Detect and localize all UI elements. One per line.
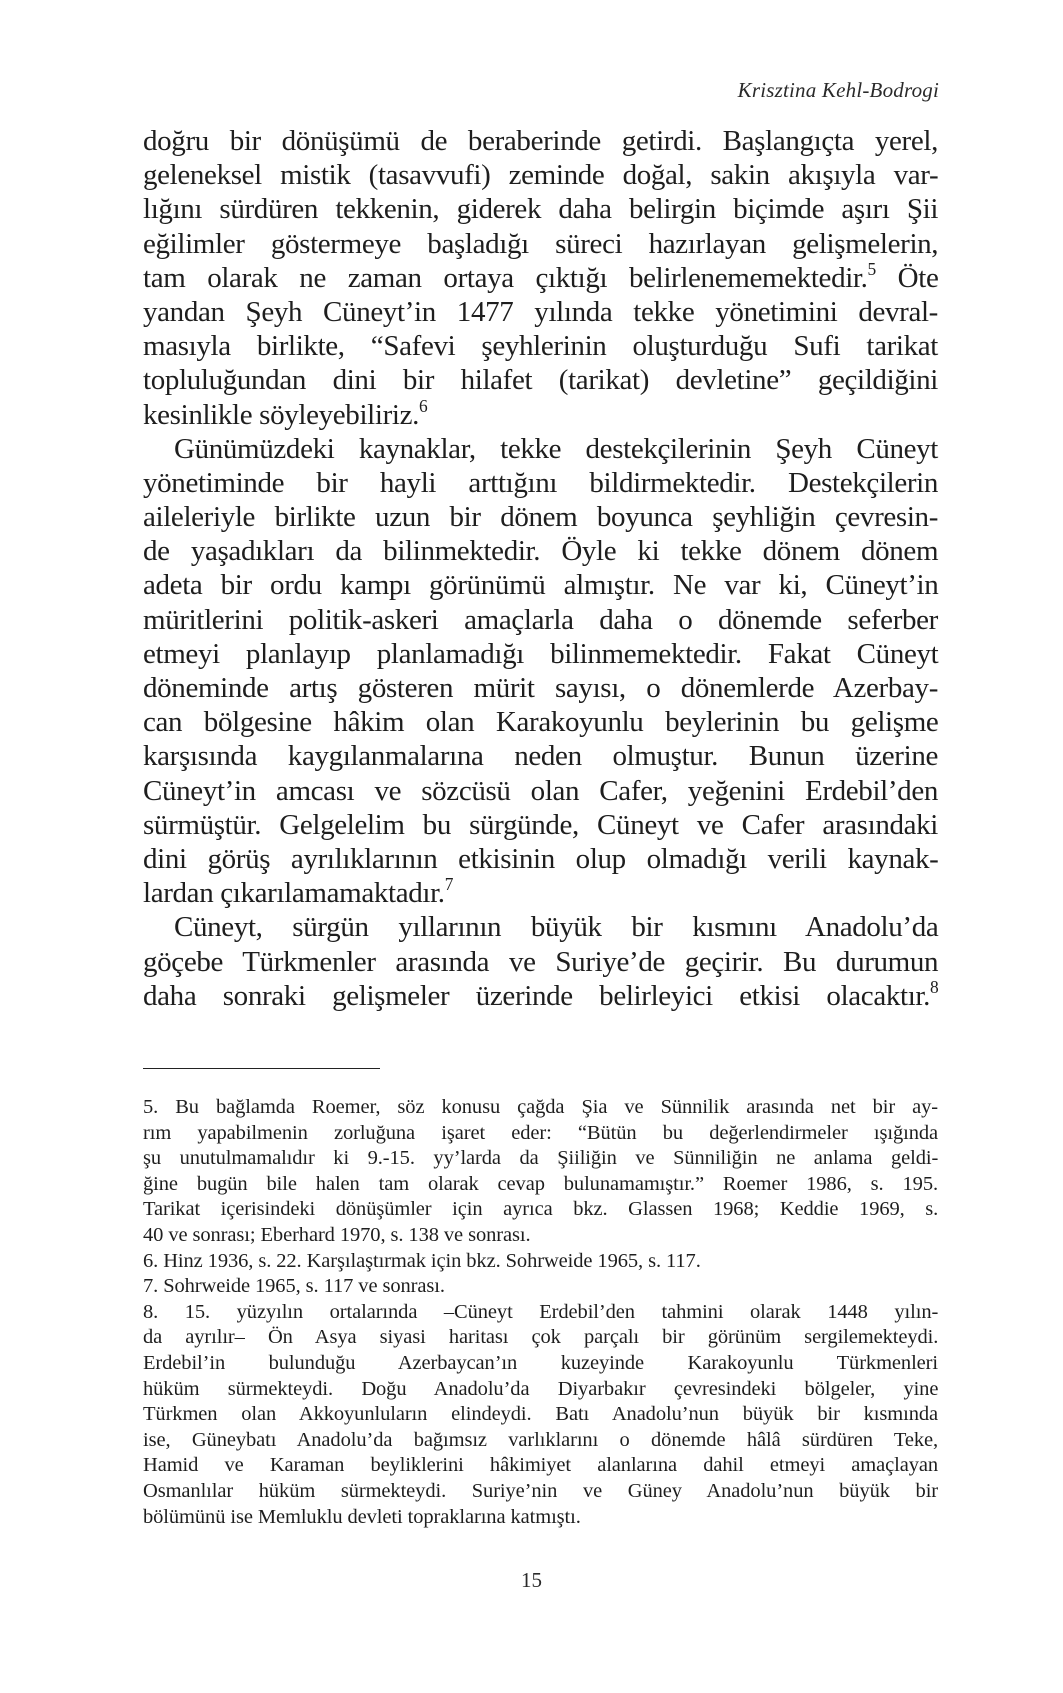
body-line — [143, 568, 938, 602]
footnote-reference[interactable]: 8 — [930, 976, 939, 997]
body-line-text: geleneksel mistik (tasavvufi) zeminde doğal, sakin akışıyla var- — [143, 159, 939, 192]
footnote-line: hüküm sürmekteydi. Doğu Anadolu’da Diyarbakır çevresindeki bölgeler, yine — [143, 1377, 939, 1400]
body-line-text: doğru bir dönüşümü de beraberinde getirdi. Başlangıçta yerel, — [143, 125, 938, 157]
body-line — [143, 774, 938, 808]
footnote-line: Osmanlılar hüküm sürmekteydi. Suriye’nin ve Güney Anadolu’nun büyük bir — [143, 1479, 939, 1502]
footnote-line: bölümünü ise Memluklu devleti topraklarına katmıştı. — [143, 1505, 581, 1528]
footnote-line: Erdebil’in bulunduğu Azerbaycan’ın kuzeyinde Karakoyunlu Türkmenleri — [143, 1351, 938, 1374]
body-line-text: Cüneyt, sürgün yıllarının büyük bir kısmını Anadolu’da — [174, 911, 939, 944]
body-line-text: masıyla birlikte, “Safevi şeyhlerinin oluşturduğu Sufi tarikat — [143, 330, 938, 363]
footnote-line: Türkmen olan Akkoyunluların elindeydi. Batı Anadolu’nun büyük bir kısmında — [143, 1403, 938, 1426]
body-line — [143, 329, 938, 363]
footnote-line: 7. Sohrweide 1965, s. 117 ve sonrası. — [143, 1275, 445, 1298]
body-line — [143, 873, 938, 910]
body-line-text: can bölgesine hâkim olan Karakoyunlu beylerinin bu gelişme — [143, 706, 939, 739]
body-line — [143, 500, 938, 534]
body-line — [143, 808, 938, 842]
body-line-text: müritlerini politik-askeri amaçlarla daha o dönemde seferber — [143, 603, 938, 636]
footnote-reference[interactable]: 5 — [867, 258, 876, 279]
footnote-line: 8. 15. yüzyılın ortalarında –Cüneyt Erdebil’den tahmini olarak 1448 yılın- — [143, 1300, 939, 1323]
footnote-separator-rule — [143, 1068, 380, 1069]
body-line — [143, 124, 938, 158]
body-line-text: karşısında kaygılanmalarına neden olmuştur. Bunun üzerine — [143, 740, 938, 773]
body-line-text: topluluğundan dini bir hilafet (tarikat) devletine” geçildiğini — [143, 364, 938, 397]
body-line — [143, 637, 938, 671]
body-line — [143, 910, 938, 944]
footnote-line: ise, Güneybatı Anadolu’da bağımsız varlıklarını o dönemde hâlâ sürdüren Teke, — [143, 1428, 939, 1451]
footnote-line: Hamid ve Karaman beyliklerini hâkimiyet alanlarına dahil etmeyi amaçlayan — [143, 1454, 938, 1477]
body-line — [143, 258, 939, 295]
body-text — [143, 124, 938, 1013]
body-line — [143, 603, 938, 637]
body-line-text: yandan Şeyh Cüneyt’in 1477 yılında tekke yönetimini devral- — [143, 295, 938, 328]
body-line — [143, 842, 938, 876]
body-line-text: eğilimler göstermeye başladığı süreci hazırlayan gelişmelerin, — [143, 227, 939, 260]
body-line-text: dini görüş ayrılıklarının etkisinin olup olmadığı verili kaynak- — [143, 842, 939, 875]
body-line-text: tam olarak ne zaman ortaya çıktığı belirlenememektedir. — [143, 261, 868, 294]
footnote-line: ğine bugün bile halen tam olarak cevap bulunamamıştır.” Roemer 1986, s. 195. — [143, 1172, 938, 1195]
body-line-text: yönetiminde bir hayli arttığını bildirmektedir. Destekçilerin — [143, 466, 939, 499]
footnote-reference[interactable]: 6 — [419, 395, 428, 416]
footnote-line: da ayrılır– Ön Asya siyasi haritası çok parçalı bir görünüm sergilemekteydi. — [143, 1326, 939, 1349]
body-line — [143, 671, 938, 705]
body-line-text: kesinlikle söyleyebiliriz. — [143, 398, 420, 431]
body-line-text: lığını sürdüren tekkenin, giderek daha belirgin biçimde aşırı Şii — [143, 193, 939, 226]
footnotes — [143, 1095, 938, 1530]
body-line-text: Cüneyt’in amcası ve sözcüsü olan Cafer, yeğenini Erdebil’den — [143, 774, 938, 807]
footnote-reference[interactable]: 7 — [444, 873, 454, 894]
footnote-line: rım yapabilmenin zorluğuna işaret eder: “Bütün bu değerlendirmeler ışığında — [143, 1121, 938, 1144]
footnote-line: 40 ve sonrası; Eberhard 1970, s. 138 ve sonrası. — [143, 1223, 531, 1246]
body-line-text: döneminde artış gösteren mürit sayısı, o dönemlerde Azerbay- — [143, 672, 938, 704]
body-line-text: daha sonraki gelişmeler üzerinde belirleyici etkisi olacaktır. — [143, 979, 931, 1012]
body-line-text: Öte — [875, 261, 939, 294]
footnote-line: 5. Bu bağlamda Roemer, söz konusu çağda Şia ve Sünnilik arasında net bir ay- — [143, 1096, 938, 1118]
body-line — [143, 192, 938, 226]
body-line-text: de yaşadıkları da bilinmektedir. Öyle ki tekke dönem dönem — [143, 535, 939, 568]
body-line-text: göçebe Türkmenler arasında ve Suriye’de geçirir. Bu durumun — [143, 945, 939, 978]
body-line — [143, 363, 938, 397]
running-head-author: Krisztina Kehl-Bodrogi — [737, 78, 939, 102]
footnote-line: Tarikat içerisindeki dönüşümler için ayrıca bkz. Glassen 1968; Keddie 1969, s. — [143, 1198, 939, 1221]
body-line-text: etmeyi planlayıp planlamadığı bilinmemektedir. Fakat Cüneyt — [143, 637, 939, 670]
page-number: 15 — [521, 1568, 542, 1592]
body-line — [143, 534, 938, 568]
body-line-text: Günümüzdeki kaynaklar, tekke destekçilerinin Şeyh Cüneyt — [174, 432, 938, 465]
body-line — [143, 395, 938, 432]
body-line — [143, 158, 938, 192]
body-line — [143, 227, 938, 261]
body-line — [143, 295, 938, 329]
body-line — [143, 976, 939, 1013]
body-line-text: aileleriyle birlikte uzun bir dönem boyunca şeyhliğin çevresin- — [143, 501, 938, 534]
body-line — [143, 432, 938, 466]
body-line-text: adeta bir ordu kampı görünümü almıştır. Ne var ki, Cüneyt’in — [143, 569, 939, 602]
body-line-text: lardan çıkarılamamaktadır. — [143, 877, 445, 910]
body-line — [143, 945, 938, 979]
body-line — [143, 705, 938, 739]
footnote-line: 6. Hinz 1936, s. 22. Karşılaştırmak için bkz. Sohrweide 1965, s. 117. — [143, 1249, 701, 1272]
body-line — [143, 466, 938, 500]
body-line-text: sürmüştür. Gelgelelim bu sürgünde, Cüneyt ve Cafer arasındaki — [143, 808, 938, 841]
body-line — [143, 739, 938, 773]
footnote-line: şu unutulmamalıdır ki 9.-15. yy’larda da Şiiliğin ve Sünniliğin ne anlama geldi- — [143, 1147, 939, 1170]
